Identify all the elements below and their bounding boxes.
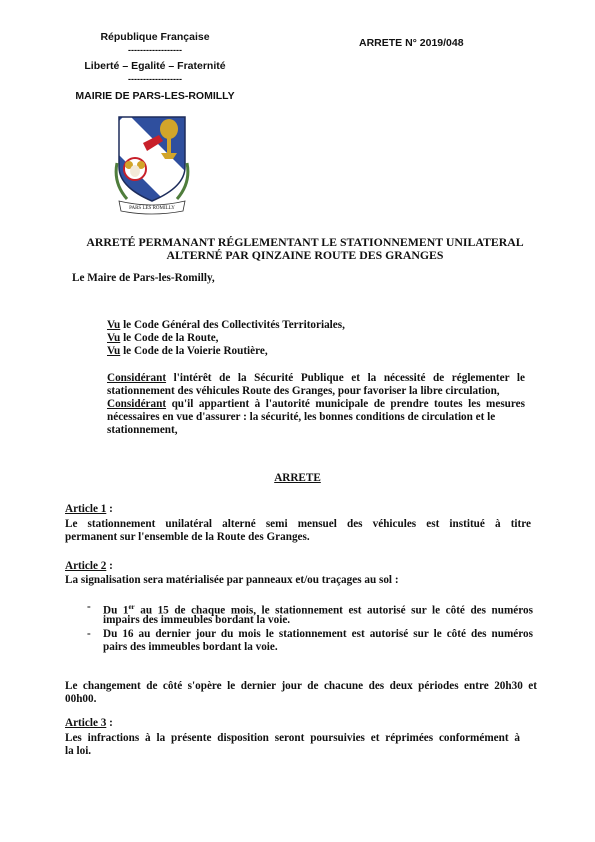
considerant-keyword: Considérant <box>107 398 167 410</box>
considerant2-line1 <box>107 398 525 411</box>
article1-colon: : <box>106 503 113 515</box>
article2-change-line2: 00h00. <box>65 693 97 705</box>
considerant1-line1 <box>107 372 525 385</box>
vu-keyword: Vu <box>107 319 121 331</box>
article1-heading <box>65 503 113 516</box>
coat-of-arms-icon <box>113 113 191 215</box>
article3-colon: : <box>106 717 113 729</box>
vu-line <box>107 319 345 332</box>
vu-keyword: Vu <box>107 332 121 344</box>
vu-line <box>107 345 268 358</box>
considerant1-text: l'intérêt de la Sécurité Publique et la nécessité de réglementer le <box>166 372 525 384</box>
header-separator: ------------------ <box>128 74 182 84</box>
arrete-number: ARRETE N° 2019/048 <box>359 37 464 49</box>
bullet1-sup: er <box>128 603 135 611</box>
intro-text: Le Maire de Pars-les-Romilly, <box>72 272 215 284</box>
crest-banner-text: PARS LES ROMILLY <box>129 206 175 211</box>
article2-bullet1-line2: impairs des immeubles bordant la voie. <box>103 614 291 626</box>
article2-heading-label: Article 2 <box>65 560 107 572</box>
article1-line2: permanent sur l'ensemble de la Route des Granges. <box>65 531 310 543</box>
vu-text: le Code de la Voierie Routière, <box>120 345 268 357</box>
article2-bullet2-line2: pairs des immeubles bordant la voie. <box>103 641 278 653</box>
article2-change-line1: Le changement de côté s'opère le dernier jour de chacune des deux périodes entre 20h30 et <box>65 680 537 692</box>
bullet1-pre: Du 1 <box>103 604 129 617</box>
republic-label: République Française <box>100 31 210 43</box>
arrete-heading: ARRETE <box>274 472 321 484</box>
bullet1-text: au 15 de chaque mois, le stationnement est autorisé sur le côté des numéros <box>134 604 533 617</box>
mairie-label: MAIRIE DE PARS-LES-ROMILLY <box>75 90 235 102</box>
motto-label: Liberté – Egalité – Fraternité <box>84 60 226 72</box>
document-title-line2: ALTERNÉ PAR QINZAINE ROUTE DES GRANGES <box>166 248 444 262</box>
header-separator: ------------------ <box>128 45 182 55</box>
article2-intro: La signalisation sera matérialisée par panneaux et/ou traçages au sol : <box>65 574 399 586</box>
article2-heading <box>65 560 113 573</box>
bullet-dash: - <box>87 628 91 640</box>
bullet-dash: - <box>87 601 91 613</box>
article2-colon: : <box>106 560 113 572</box>
article3-line1: Les infractions à la présente disposition seront poursuivies et réprimées conformément à <box>65 732 520 744</box>
vu-text: le Code de la Route, <box>120 332 219 344</box>
article3-line2: la loi. <box>65 745 92 757</box>
considerant1-line2: stationnement des véhicules Route des Granges, pour favoriser la libre circulation, <box>107 385 500 397</box>
article3-heading <box>65 717 113 730</box>
document-title-line1: ARRETÉ PERMANANT RÉGLEMENTANT LE STATIONNEMENT UNILATERAL <box>86 235 524 249</box>
considerant2-text: qu'il appartient à l'autorité municipale de prendre toutes les mesures <box>166 398 525 410</box>
considerant2-line2: nécessaires en vue d'assurer : la sécurité, les bonnes conditions de circulation et le <box>107 411 496 423</box>
article3-heading-label: Article 3 <box>65 717 107 729</box>
article1-heading-label: Article 1 <box>65 503 107 515</box>
considerant-keyword: Considérant <box>107 372 167 384</box>
considerant2-line3: stationnement, <box>107 424 178 436</box>
article1-line1: Le stationnement unilatéral alterné semi mensuel des véhicules est institué à titre <box>65 518 531 530</box>
vu-text: le Code Général des Collectivités Territoriales, <box>120 319 345 331</box>
article2-bullet2-line1: Du 16 au dernier jour du mois le stationnement est autorisé sur le côté des numéros <box>103 628 533 640</box>
vu-keyword: Vu <box>107 345 121 357</box>
vu-line <box>107 332 218 345</box>
